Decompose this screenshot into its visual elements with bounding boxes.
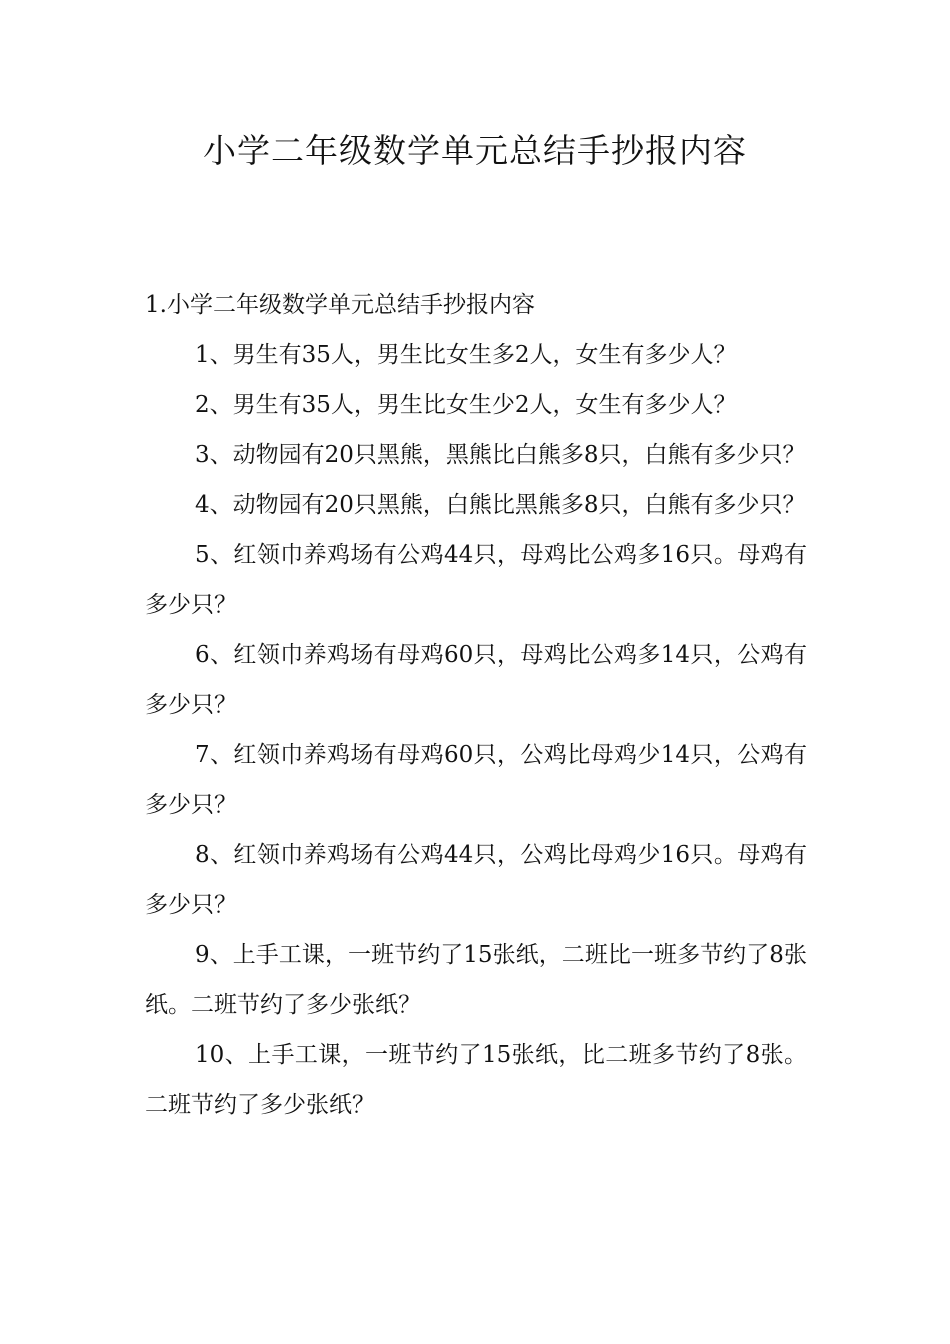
question-9: 9、上手工课，一班节约了15张纸，二班比一班多节约了8张纸。二班节约了多少张纸？ [145, 942, 807, 1018]
question-5: 5、红领巾养鸡场有公鸡44只，母鸡比公鸡多16只。母鸡有多少只？ [145, 542, 807, 618]
question-2: 2、男生有35人，男生比女生少2人，女生有多少人？ [195, 392, 737, 418]
question-1: 1、男生有35人，男生比女生多2人，女生有多少人？ [195, 342, 737, 368]
question-6: 6、红领巾养鸡场有母鸡60只，母鸡比公鸡多14只，公鸡有多少只？ [145, 642, 807, 718]
section-heading: 1.小学二年级数学单元总结手抄报内容 [145, 292, 535, 318]
document-title: 小学二年级数学单元总结手抄报内容 [203, 131, 747, 170]
question-10: 10、上手工课，一班节约了15张纸，比二班多节约了8张。二班节约了多少张纸？ [145, 1042, 807, 1118]
question-7: 7、红领巾养鸡场有母鸡60只，公鸡比母鸡少14只，公鸡有多少只？ [145, 742, 807, 818]
document-body [145, 280, 807, 1130]
question-3: 3、动物园有20只黑熊，黑熊比白熊多8只，白熊有多少只？ [195, 442, 806, 468]
question-4: 4、动物园有20只黑熊，白熊比黑熊多8只，白熊有多少只？ [195, 492, 806, 518]
question-8: 8、红领巾养鸡场有公鸡44只，公鸡比母鸡少16只。母鸡有多少只？ [145, 842, 807, 918]
